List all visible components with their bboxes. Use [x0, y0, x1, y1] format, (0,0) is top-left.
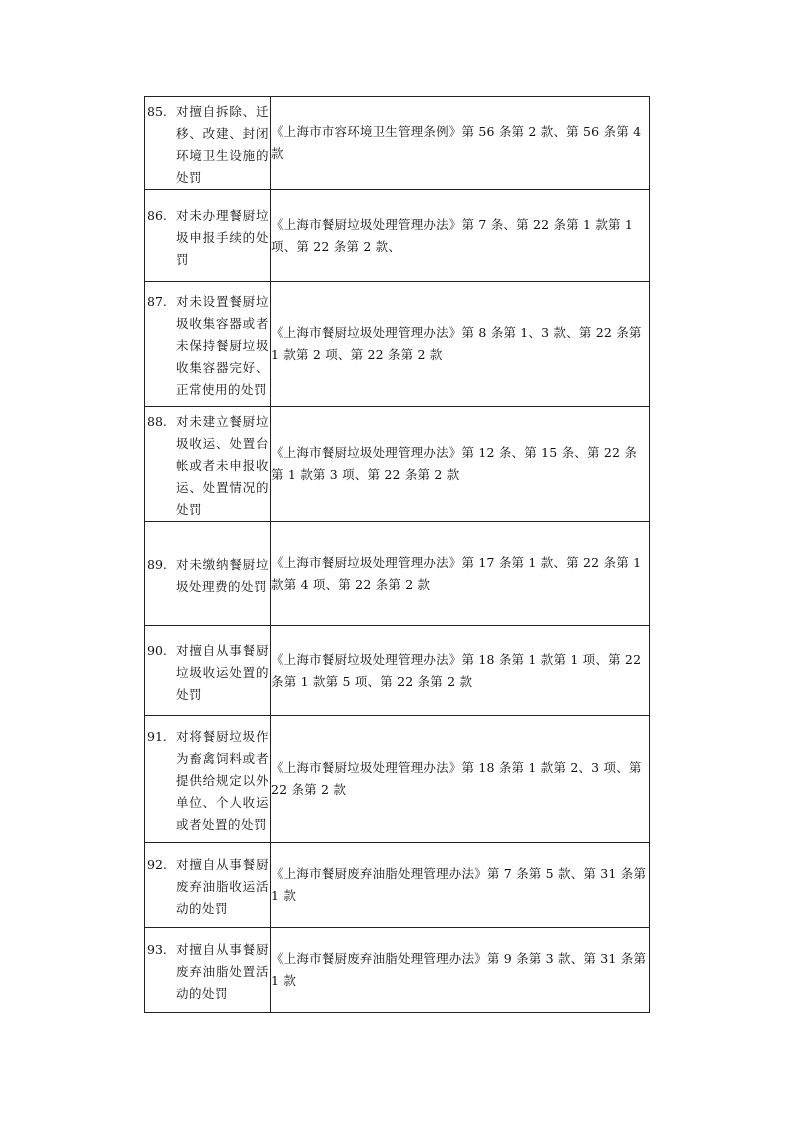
table-row — [145, 626, 650, 716]
basis-cell — [271, 407, 650, 522]
item-text: 对未设置餐厨垃圾收集容器或者未保持餐厨垃圾收集容器完好、正常使用的处罚 — [176, 294, 269, 397]
legal-basis-text: 《上海市餐厨垃圾处理管理办法》第 17 条第 1 款、第 22 条第 1 款第 4 项、第 22 条第 2 款 — [271, 554, 642, 592]
table-row — [145, 282, 650, 407]
item-cell — [145, 716, 271, 843]
item-number: 91. — [147, 729, 167, 744]
basis-cell — [271, 843, 650, 928]
basis-cell — [271, 716, 650, 843]
table-row — [145, 97, 650, 190]
basis-cell — [271, 282, 650, 407]
item-text: 对擅自从事餐厨垃圾收运处置的处罚 — [176, 642, 269, 702]
item-cell — [145, 97, 271, 190]
item-number: 90. — [147, 642, 167, 658]
legal-basis-text: 《上海市餐厨垃圾处理管理办法》第 7 条、第 22 条第 1 款第 1 项、第 22 条第 2 款、 — [271, 216, 634, 254]
table-row — [145, 190, 650, 282]
legal-basis-text: 《上海市餐厨废弃油脂处理管理办法》第 7 条第 5 款、第 31 条第 1 款 — [271, 866, 647, 903]
legal-basis-text: 《上海市餐厨垃圾处理管理办法》第 18 条第 1 款第 2、3 项、第 22 条第 2 款 — [271, 760, 642, 797]
item-cell — [145, 282, 271, 407]
item-number: 93. — [147, 942, 167, 957]
legal-basis-text: 《上海市餐厨垃圾处理管理办法》第 8 条第 1、3 款、第 22 条第 1 款第 2 项、第 22 条第 2 款 — [271, 325, 642, 362]
item-number: 89. — [147, 556, 167, 572]
basis-cell — [271, 626, 650, 716]
table-row — [145, 522, 650, 626]
item-text: 对未建立餐厨垃圾收运、处置台帐或者未申报收运、处置情况的处罚 — [176, 414, 269, 517]
item-cell — [145, 843, 271, 928]
item-number: 85. — [147, 104, 167, 119]
legal-basis-text: 《上海市餐厨垃圾处理管理办法》第 12 条、第 15 条、第 22 条第 1 款第 3 项、第 22 条第 2 款 — [271, 445, 638, 482]
legal-basis-text: 《上海市餐厨废弃油脂处理管理办法》第 9 条第 3 款、第 31 条第 1 款 — [271, 951, 647, 988]
item-text: 对擅自拆除、迁移、改建、封闭环境卫生设施的处罚 — [176, 104, 269, 185]
item-text: 对擅自从事餐厨废弃油脂处置活动的处罚 — [176, 942, 269, 1001]
item-cell — [145, 190, 271, 282]
table-row — [145, 928, 650, 1013]
item-number: 88. — [147, 414, 167, 429]
legal-basis-text: 《上海市市容环境卫生管理条例》第 56 条第 2 款、第 56 条第 4 款 — [271, 124, 642, 161]
item-text: 对未缴纳餐厨垃圾处理费的处罚 — [176, 556, 269, 594]
item-number: 86. — [147, 207, 167, 223]
item-cell — [145, 626, 271, 716]
table-row — [145, 716, 650, 843]
basis-cell — [271, 97, 650, 190]
item-text: 对将餐厨垃圾作为畜禽饲料或者提供给规定以外单位、个人收运或者处置的处罚 — [176, 729, 269, 832]
regulation-table — [144, 96, 650, 1013]
item-cell — [145, 407, 271, 522]
item-text: 对未办理餐厨垃圾申报手续的处罚 — [176, 207, 269, 267]
basis-cell — [271, 928, 650, 1013]
item-cell — [145, 928, 271, 1013]
item-text: 对擅自从事餐厨废弃油脂收运活动的处罚 — [176, 857, 269, 916]
table-row — [145, 843, 650, 928]
item-number: 92. — [147, 857, 167, 872]
item-cell — [145, 522, 271, 626]
basis-cell — [271, 522, 650, 626]
legal-basis-text: 《上海市餐厨垃圾处理管理办法》第 18 条第 1 款第 1 项、第 22 条第 1 款第 5 项、第 22 条第 2 款 — [271, 651, 642, 689]
item-number: 87. — [147, 294, 167, 309]
basis-cell — [271, 190, 650, 282]
table-row — [145, 407, 650, 522]
